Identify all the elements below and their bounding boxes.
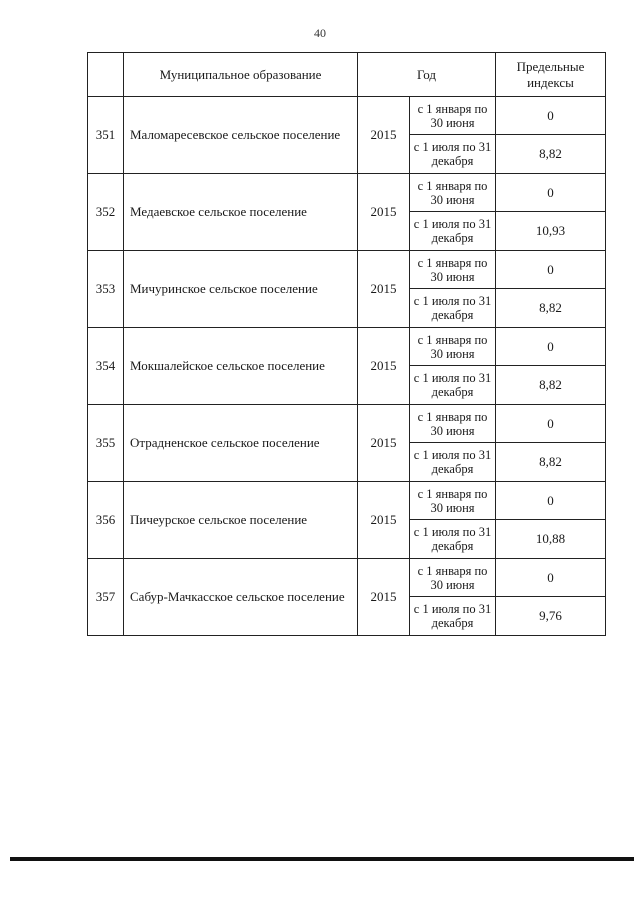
header-number [88, 53, 124, 97]
index-first-half: 0 [496, 405, 606, 443]
period-second-half: с 1 июля по 31 декабря [410, 443, 496, 482]
period-first-half: с 1 января по 30 июня [410, 174, 496, 212]
period-first-half: с 1 января по 30 июня [410, 482, 496, 520]
header-indices: Предельные индексы [496, 53, 606, 97]
row-number: 356 [88, 482, 124, 559]
table-row [88, 174, 606, 212]
index-second-half: 8,82 [496, 135, 606, 174]
row-year: 2015 [358, 251, 410, 328]
period-first-half: с 1 января по 30 июня [410, 559, 496, 597]
table-row [88, 482, 606, 520]
index-first-half: 0 [496, 559, 606, 597]
header-municipality: Муниципальное образование [124, 53, 358, 97]
municipality-name: Мичуринское сельское поселение [124, 251, 358, 328]
index-second-half: 8,82 [496, 443, 606, 482]
row-year: 2015 [358, 482, 410, 559]
municipality-name: Сабур-Мачкасское сельское поселение [124, 559, 358, 636]
municipality-name: Пичеурское сельское поселение [124, 482, 358, 559]
period-first-half: с 1 января по 30 июня [410, 97, 496, 135]
period-first-half: с 1 января по 30 июня [410, 405, 496, 443]
row-number: 357 [88, 559, 124, 636]
row-number: 352 [88, 174, 124, 251]
index-first-half: 0 [496, 482, 606, 520]
table-row [88, 97, 606, 135]
row-year: 2015 [358, 559, 410, 636]
table-row [88, 405, 606, 443]
index-first-half: 0 [496, 328, 606, 366]
period-second-half: с 1 июля по 31 декабря [410, 520, 496, 559]
bottom-rule [10, 857, 634, 861]
period-first-half: с 1 января по 30 июня [410, 328, 496, 366]
index-second-half: 8,82 [496, 366, 606, 405]
municipality-name: Маломаресевское сельское поселение [124, 97, 358, 174]
table-row [88, 559, 606, 597]
period-second-half: с 1 июля по 31 декабря [410, 135, 496, 174]
row-year: 2015 [358, 328, 410, 405]
row-number: 351 [88, 97, 124, 174]
row-year: 2015 [358, 405, 410, 482]
index-second-half: 8,82 [496, 289, 606, 328]
page-number: 40 [314, 26, 326, 40]
period-first-half: с 1 января по 30 июня [410, 251, 496, 289]
row-number: 355 [88, 405, 124, 482]
table-body [88, 97, 606, 636]
index-second-half: 10,88 [496, 520, 606, 559]
row-year: 2015 [358, 174, 410, 251]
index-first-half: 0 [496, 97, 606, 135]
index-first-half: 0 [496, 174, 606, 212]
index-first-half: 0 [496, 251, 606, 289]
municipality-name: Отрадненское сельское поселение [124, 405, 358, 482]
period-second-half: с 1 июля по 31 декабря [410, 366, 496, 405]
row-number: 353 [88, 251, 124, 328]
municipality-name: Медаевское сельское поселение [124, 174, 358, 251]
table-row [88, 251, 606, 289]
period-second-half: с 1 июля по 31 декабря [410, 597, 496, 636]
period-second-half: с 1 июля по 31 декабря [410, 212, 496, 251]
indices-table [87, 52, 606, 636]
header-year: Год [358, 53, 496, 97]
table-row [88, 328, 606, 366]
index-second-half: 10,93 [496, 212, 606, 251]
index-second-half: 9,76 [496, 597, 606, 636]
period-second-half: с 1 июля по 31 декабря [410, 289, 496, 328]
table-header [88, 53, 606, 97]
municipality-name: Мокшалейское сельское поселение [124, 328, 358, 405]
row-year: 2015 [358, 97, 410, 174]
row-number: 354 [88, 328, 124, 405]
